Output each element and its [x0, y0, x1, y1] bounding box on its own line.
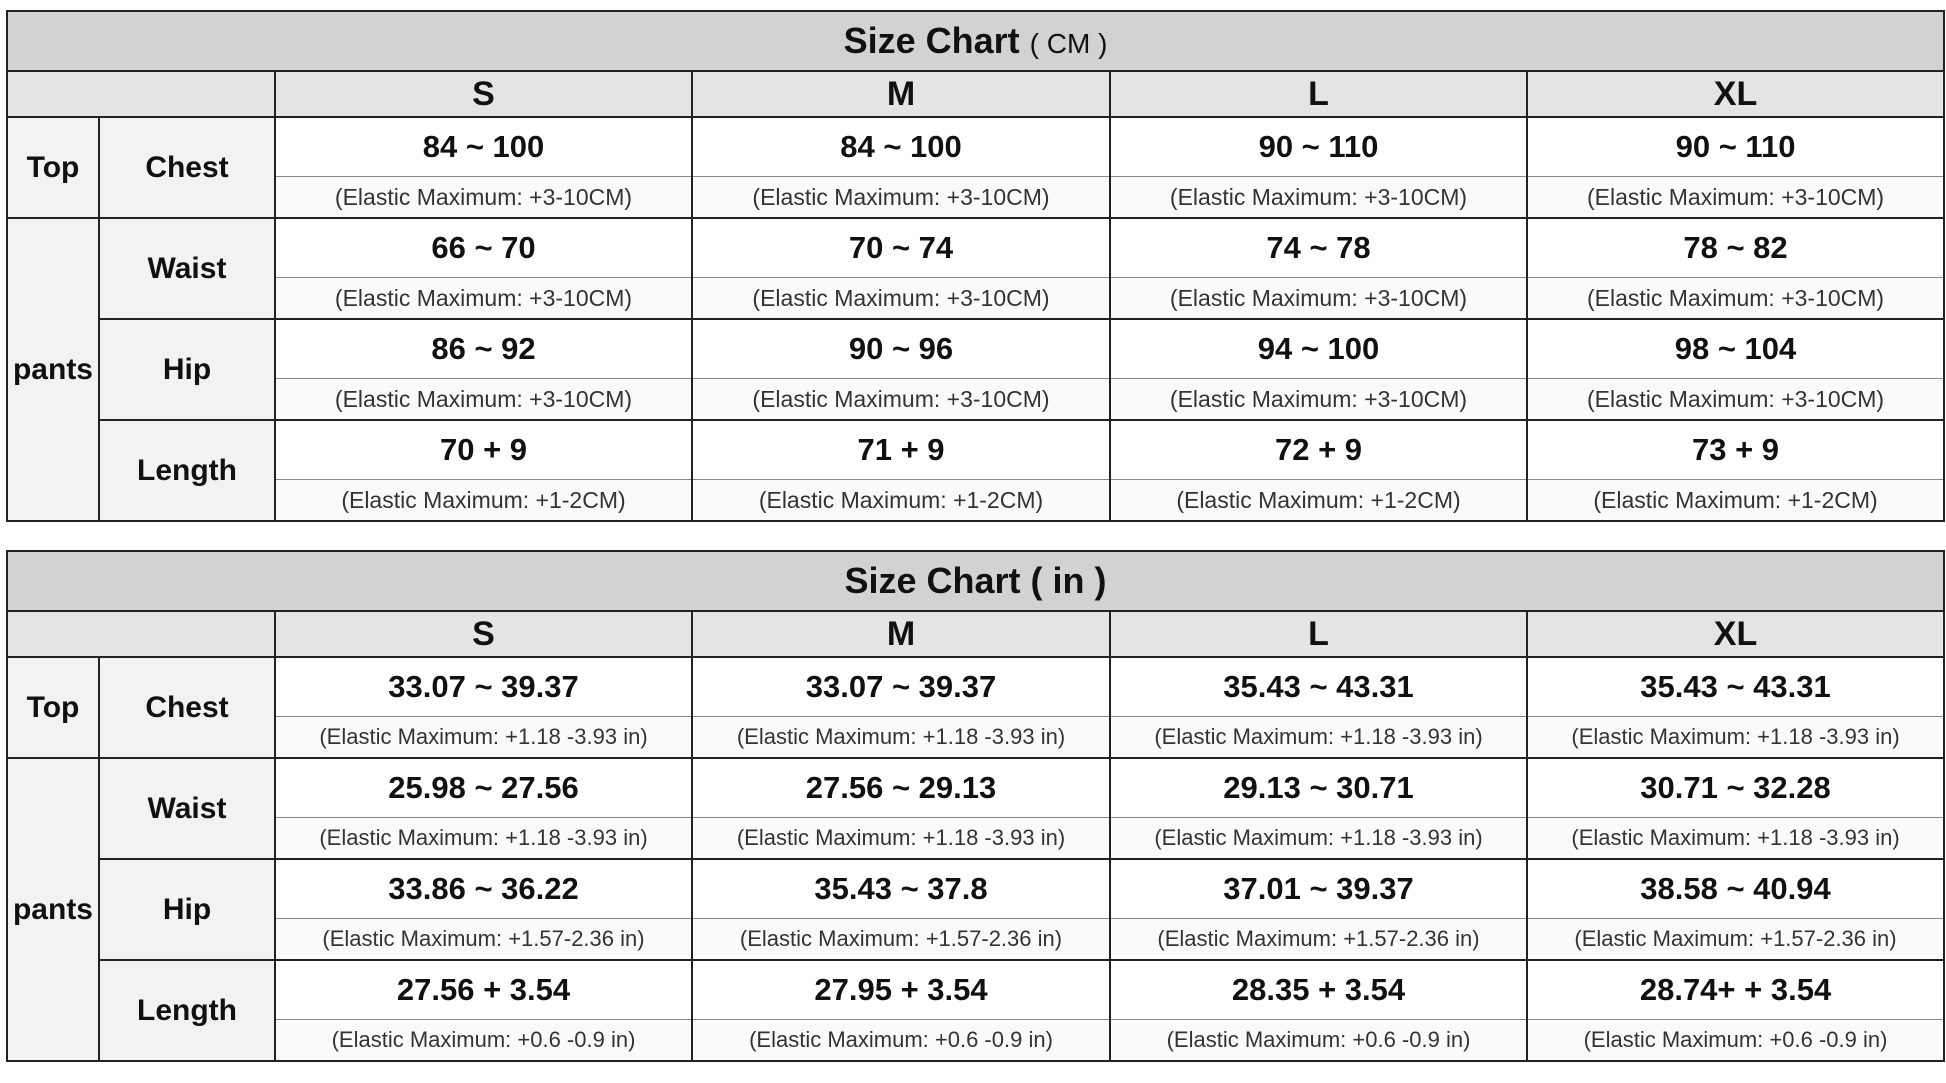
- size-value: 33.86 ~ 36.22: [275, 859, 692, 919]
- elastic-note: (Elastic Maximum: +3-10CM): [275, 379, 692, 421]
- elastic-note: (Elastic Maximum: +1.18 -3.93 in): [1527, 818, 1944, 860]
- size-value: 74 ~ 78: [1110, 218, 1527, 278]
- header-corner: [7, 71, 275, 117]
- chart-title: [7, 551, 1944, 611]
- size-header-xl: XL: [1527, 71, 1944, 117]
- elastic-note: (Elastic Maximum: +1-2CM): [275, 480, 692, 522]
- elastic-note: (Elastic Maximum: +1.18 -3.93 in): [275, 717, 692, 759]
- group-label-top: Top: [7, 117, 99, 218]
- size-value: 33.07 ~ 39.37: [275, 657, 692, 717]
- header-corner: [7, 611, 275, 657]
- elastic-note: (Elastic Maximum: +3-10CM): [1527, 278, 1944, 320]
- measure-label-hip: Hip: [99, 859, 275, 960]
- elastic-note: (Elastic Maximum: +3-10CM): [1110, 379, 1527, 421]
- measure-label-chest: Chest: [99, 657, 275, 758]
- group-label-pants: pants: [7, 758, 99, 1061]
- size-header-l: L: [1110, 611, 1527, 657]
- elastic-note: (Elastic Maximum: +1-2CM): [1527, 480, 1944, 522]
- elastic-note: (Elastic Maximum: +1-2CM): [1110, 480, 1527, 522]
- elastic-note: (Elastic Maximum: +0.6 -0.9 in): [275, 1020, 692, 1062]
- elastic-note: (Elastic Maximum: +1.18 -3.93 in): [1110, 818, 1527, 860]
- size-value: 27.95 + 3.54: [692, 960, 1110, 1020]
- elastic-note: (Elastic Maximum: +0.6 -0.9 in): [692, 1020, 1110, 1062]
- size-value: 78 ~ 82: [1527, 218, 1944, 278]
- elastic-note: (Elastic Maximum: +3-10CM): [275, 278, 692, 320]
- elastic-note: (Elastic Maximum: +1.57-2.36 in): [1110, 919, 1527, 961]
- elastic-note: (Elastic Maximum: +0.6 -0.9 in): [1110, 1020, 1527, 1062]
- size-chart-in: [6, 550, 1943, 1062]
- size-value: 90 ~ 96: [692, 319, 1110, 379]
- elastic-note: (Elastic Maximum: +3-10CM): [1110, 177, 1527, 219]
- size-value: 86 ~ 92: [275, 319, 692, 379]
- size-chart-cm: [6, 10, 1943, 522]
- size-header-m: M: [692, 71, 1110, 117]
- size-header-l: L: [1110, 71, 1527, 117]
- elastic-note: (Elastic Maximum: +1.18 -3.93 in): [275, 818, 692, 860]
- size-header-s: S: [275, 71, 692, 117]
- size-value: 35.43 ~ 43.31: [1527, 657, 1944, 717]
- size-value: 84 ~ 100: [275, 117, 692, 177]
- elastic-note: (Elastic Maximum: +3-10CM): [1527, 379, 1944, 421]
- elastic-note: (Elastic Maximum: +3-10CM): [1527, 177, 1944, 219]
- elastic-note: (Elastic Maximum: +3-10CM): [692, 177, 1110, 219]
- size-value: 33.07 ~ 39.37: [692, 657, 1110, 717]
- size-value: 71 + 9: [692, 420, 1110, 480]
- size-value: 90 ~ 110: [1527, 117, 1944, 177]
- size-value: 73 + 9: [1527, 420, 1944, 480]
- size-value: 28.74+ + 3.54: [1527, 960, 1944, 1020]
- size-header-xl: XL: [1527, 611, 1944, 657]
- elastic-note: (Elastic Maximum: +1.18 -3.93 in): [1110, 717, 1527, 759]
- size-table: [6, 10, 1945, 522]
- size-table: [6, 550, 1945, 1062]
- measure-label-length: Length: [99, 960, 275, 1061]
- elastic-note: (Elastic Maximum: +1.57-2.36 in): [275, 919, 692, 961]
- measure-label-waist: Waist: [99, 758, 275, 859]
- size-value: 30.71 ~ 32.28: [1527, 758, 1944, 818]
- elastic-note: (Elastic Maximum: +1-2CM): [692, 480, 1110, 522]
- size-header-s: S: [275, 611, 692, 657]
- measure-label-length: Length: [99, 420, 275, 521]
- size-value: 35.43 ~ 37.8: [692, 859, 1110, 919]
- size-header-m: M: [692, 611, 1110, 657]
- elastic-note: (Elastic Maximum: +1.18 -3.93 in): [1527, 717, 1944, 759]
- chart-title-text: Size Chart: [843, 20, 1020, 61]
- elastic-note: (Elastic Maximum: +3-10CM): [1110, 278, 1527, 320]
- size-value: 27.56 + 3.54: [275, 960, 692, 1020]
- size-value: 90 ~ 110: [1110, 117, 1527, 177]
- measure-label-chest: Chest: [99, 117, 275, 218]
- elastic-note: (Elastic Maximum: +1.18 -3.93 in): [692, 717, 1110, 759]
- size-value: 84 ~ 100: [692, 117, 1110, 177]
- group-label-pants: pants: [7, 218, 99, 521]
- size-value: 25.98 ~ 27.56: [275, 758, 692, 818]
- size-value: 37.01 ~ 39.37: [1110, 859, 1527, 919]
- elastic-note: (Elastic Maximum: +1.57-2.36 in): [692, 919, 1110, 961]
- size-value: 94 ~ 100: [1110, 319, 1527, 379]
- measure-label-hip: Hip: [99, 319, 275, 420]
- size-value: 70 + 9: [275, 420, 692, 480]
- size-value: 70 ~ 74: [692, 218, 1110, 278]
- chart-title-unit: ( CM ): [1029, 28, 1108, 59]
- group-label-top: Top: [7, 657, 99, 758]
- size-value: 66 ~ 70: [275, 218, 692, 278]
- size-value: 27.56 ~ 29.13: [692, 758, 1110, 818]
- size-value: 28.35 + 3.54: [1110, 960, 1527, 1020]
- elastic-note: (Elastic Maximum: +0.6 -0.9 in): [1527, 1020, 1944, 1062]
- elastic-note: (Elastic Maximum: +3-10CM): [275, 177, 692, 219]
- elastic-note: (Elastic Maximum: +1.57-2.36 in): [1527, 919, 1944, 961]
- size-value: 72 + 9: [1110, 420, 1527, 480]
- size-value: 35.43 ~ 43.31: [1110, 657, 1527, 717]
- size-value: 29.13 ~ 30.71: [1110, 758, 1527, 818]
- chart-title: [7, 11, 1944, 71]
- elastic-note: (Elastic Maximum: +3-10CM): [692, 379, 1110, 421]
- chart-title-text: Size Chart ( in ): [844, 560, 1107, 601]
- elastic-note: (Elastic Maximum: +1.18 -3.93 in): [692, 818, 1110, 860]
- size-value: 98 ~ 104: [1527, 319, 1944, 379]
- elastic-note: (Elastic Maximum: +3-10CM): [692, 278, 1110, 320]
- measure-label-waist: Waist: [99, 218, 275, 319]
- size-value: 38.58 ~ 40.94: [1527, 859, 1944, 919]
